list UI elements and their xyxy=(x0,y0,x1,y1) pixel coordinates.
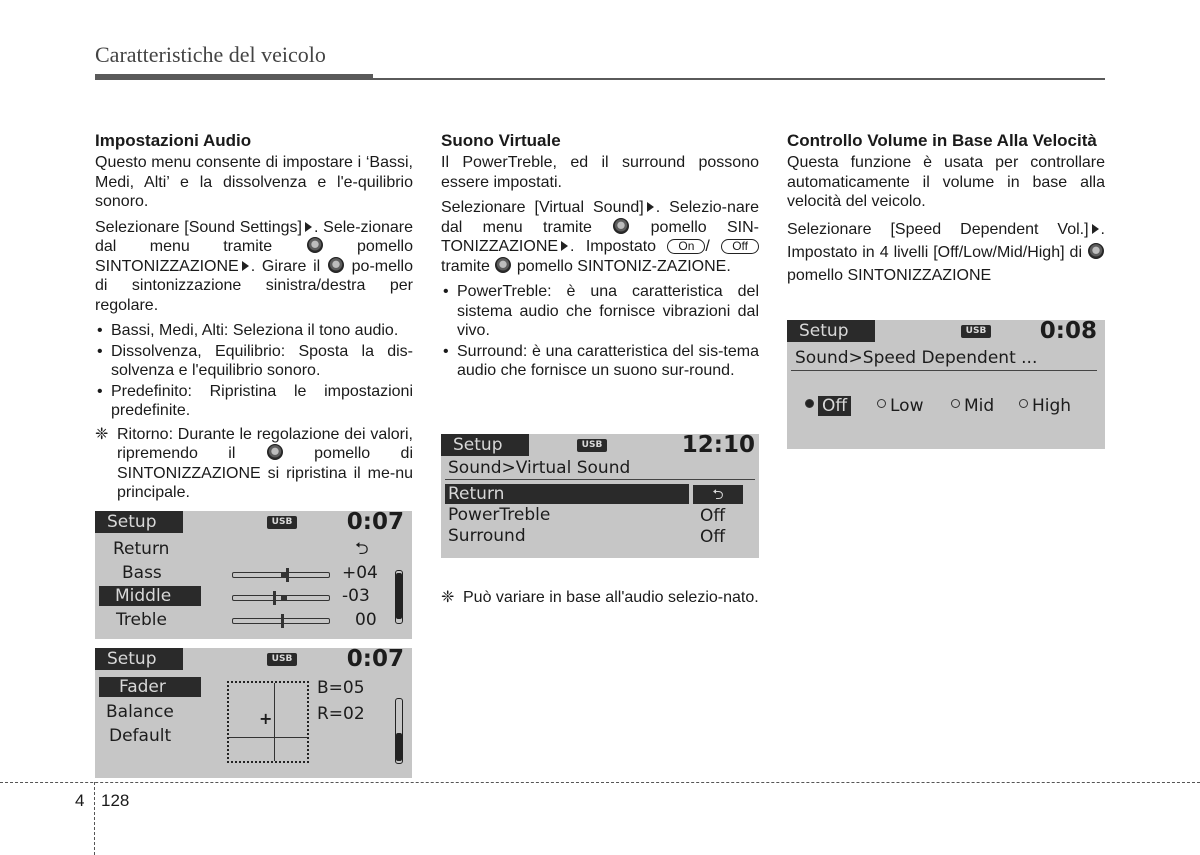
radio-icon xyxy=(951,399,960,408)
screen-setup-label: Setup xyxy=(441,434,529,456)
menu-item-bass[interactable]: Bass xyxy=(122,563,162,583)
middle-value: -03 xyxy=(342,586,370,606)
screen-setup-label: Setup xyxy=(95,648,183,670)
arrow-icon xyxy=(647,202,654,212)
list-item: • PowerTreble: è una caratteristica del sistema audio che fornisce vibrazioni dal vivo. xyxy=(441,282,759,341)
note-star-icon: ❈ xyxy=(441,589,455,606)
clock: 12:10 xyxy=(681,434,755,458)
paragraph: Questa funzione è usata per controllare automaticamente il volume in base alla velocità del veicolo. xyxy=(787,154,1105,210)
section-heading: Impostazioni Audio xyxy=(95,131,252,150)
screen-fader xyxy=(95,648,412,778)
header-bar xyxy=(95,74,373,80)
bullet-list xyxy=(441,282,759,381)
paragraph: Selezionare [Speed Dependent Vol.] . Impostato in 4 livelli [Off/Low/Mid/High] di pomello SINTONIZZAZIONE xyxy=(787,220,1105,284)
bullet-list xyxy=(95,321,413,421)
menu-item-fader[interactable]: Fader xyxy=(99,677,201,697)
menu-item-balance[interactable]: Balance xyxy=(106,702,174,722)
screen-path: Sound>Virtual Sound xyxy=(448,458,631,478)
position-cross-icon: + xyxy=(259,709,273,728)
bass-value: +04 xyxy=(342,563,378,583)
arrow-icon xyxy=(561,241,568,251)
tuning-knob-icon xyxy=(307,237,323,253)
clock: 0:07 xyxy=(346,648,404,672)
menu-item-treble[interactable]: Treble xyxy=(116,610,167,630)
fader-value: B=05 xyxy=(317,678,365,698)
clock: 0:08 xyxy=(1039,320,1097,344)
option-low[interactable]: Low xyxy=(877,396,923,416)
paragraph: Questo menu consente di impostare i ‘Bassi, Medi, Alti’ e la dissolvenza e l'e-quilibrio sonoro. xyxy=(95,154,413,210)
arrow-icon xyxy=(1092,224,1099,234)
paragraph: Selezionare [Sound Settings] . Sele-zionare dal menu tramite pomello SINTONIZZAZIONE . Girare il po-mello di sintonizzazione sinistra/destra per regolare. xyxy=(95,218,414,314)
return-icon: ⮌ xyxy=(355,539,369,559)
treble-value: 00 xyxy=(355,610,377,630)
footer-divider xyxy=(94,782,95,855)
usb-icon: USB xyxy=(267,516,297,529)
footer-rule xyxy=(0,782,1200,783)
radio-icon xyxy=(877,399,886,408)
usb-icon: USB xyxy=(961,325,991,338)
return-icon[interactable]: ⮌ xyxy=(693,485,743,504)
fader-grid[interactable] xyxy=(227,681,309,763)
scrollbar[interactable] xyxy=(395,698,403,764)
page-number: 128 xyxy=(101,791,130,810)
header-rule xyxy=(373,78,1105,80)
arrow-icon xyxy=(305,222,312,232)
scrollbar[interactable] xyxy=(395,570,403,624)
list-item: • Dissolvenza, Equilibrio: Sposta la dis-solvenza e l'equilibrio sonoro. xyxy=(95,342,413,381)
middle-slider[interactable] xyxy=(232,595,330,601)
list-item: • Bassi, Medi, Alti: Seleziona il tono audio. xyxy=(95,321,413,341)
tuning-knob-icon xyxy=(613,218,629,234)
screen-setup-label: Setup xyxy=(95,511,183,533)
screen-audio-settings xyxy=(95,511,412,639)
note-star-icon: ❈ xyxy=(95,425,109,443)
surround-value: Off xyxy=(700,527,726,547)
column-audio-settings xyxy=(95,131,413,503)
powertreble-value: Off xyxy=(700,506,726,526)
menu-item-return[interactable]: Return xyxy=(113,539,170,559)
radio-selected-icon xyxy=(805,399,814,408)
option-high[interactable]: High xyxy=(1019,396,1071,416)
arrow-icon xyxy=(242,261,249,271)
menu-item-middle[interactable]: Middle xyxy=(99,586,201,606)
screen-virtual-sound xyxy=(441,434,759,558)
tuning-knob-icon xyxy=(328,257,344,273)
paragraph: Il PowerTreble, ed il surround possono essere impostati. xyxy=(441,154,759,191)
screen-setup-label: Setup xyxy=(787,320,875,342)
screen-speed-dependent xyxy=(787,320,1105,449)
option-mid[interactable]: Mid xyxy=(951,396,994,416)
section-heading: Suono Virtuale xyxy=(441,131,561,150)
tuning-knob-icon xyxy=(1088,243,1104,259)
option-off[interactable]: Off xyxy=(805,396,851,416)
list-item: • Predefinito: Ripristina le impostazioni predefinite. xyxy=(95,382,413,421)
usb-icon: USB xyxy=(267,653,297,666)
clock: 0:07 xyxy=(346,511,404,535)
balance-value: R=02 xyxy=(317,704,365,724)
screen-path: Sound>Speed Dependent ... xyxy=(795,348,1038,368)
section-heading: Controllo Volume in Base Alla Velocità xyxy=(787,131,1097,150)
treble-slider[interactable] xyxy=(232,618,330,624)
page-header-title: Caratteristiche del veicolo xyxy=(95,42,326,67)
off-button-icon: Off xyxy=(721,239,759,254)
list-item: • Surround: è una caratteristica del sis-tema audio che fornisce un suono sur-round. xyxy=(441,342,759,381)
tuning-knob-icon xyxy=(495,257,511,273)
column-virtual-sound xyxy=(441,131,759,385)
menu-item-default[interactable]: Default xyxy=(109,726,172,746)
menu-item-powertreble[interactable]: PowerTreble xyxy=(448,505,551,525)
radio-icon xyxy=(1019,399,1028,408)
note: ❈ Può variare in base all'audio selezio-nato. xyxy=(441,587,781,609)
menu-item-return[interactable]: Return xyxy=(445,484,689,504)
tuning-knob-icon xyxy=(267,444,283,460)
chapter-number: 4 xyxy=(75,791,85,810)
on-button-icon: On xyxy=(667,239,705,254)
usb-icon: USB xyxy=(577,439,607,452)
note: ❈ Ritorno: Durante le regolazione dei valori, ripremendo il pomello di SINTONIZZAZIONE si ripristina il me-nu principale. xyxy=(95,425,414,501)
paragraph: Selezionare [Virtual Sound] . Selezio-nare dal menu tramite pomello SIN-TONIZZAZIONE . Impostato On / Off tramite pomello SINTONIZ-ZAZIONE. xyxy=(441,199,760,275)
bass-slider[interactable] xyxy=(232,572,330,578)
column-speed-volume xyxy=(787,131,1105,293)
menu-item-surround[interactable]: Surround xyxy=(448,526,526,546)
